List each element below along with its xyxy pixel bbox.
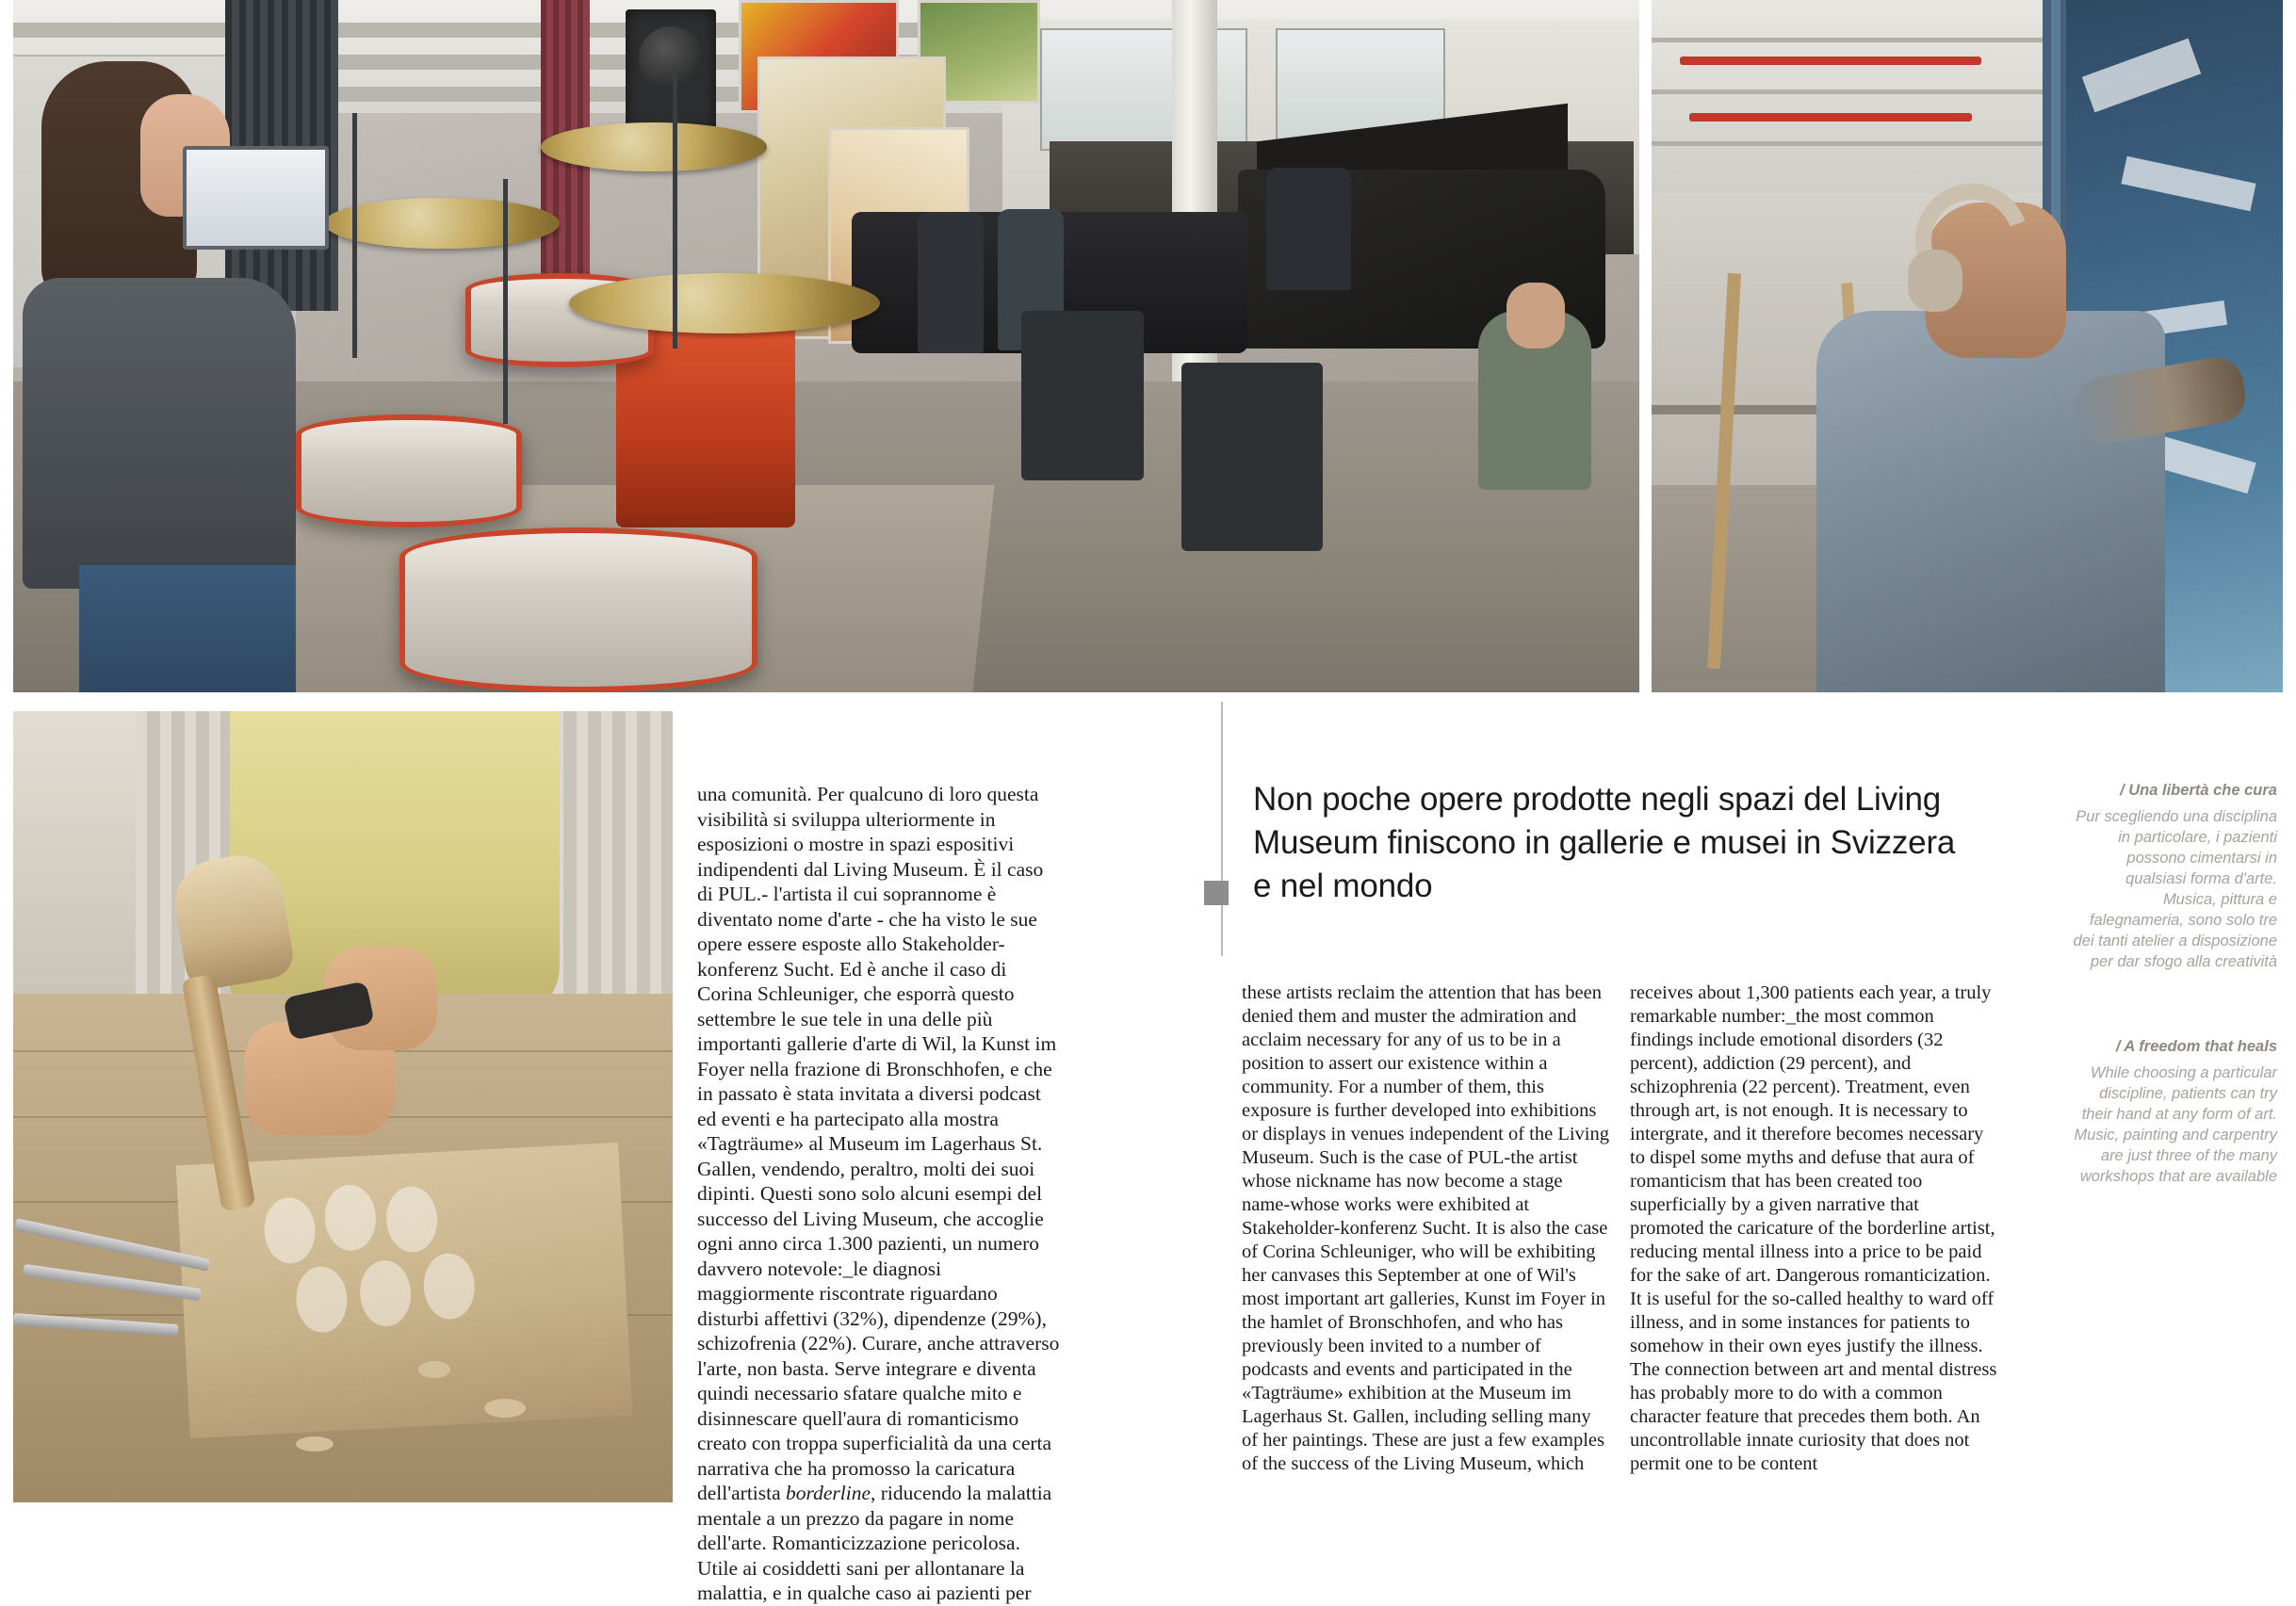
sidenote-english-text: While choosing a particular discipline, patients can try their hand at any form of art. Music, painting and carpentry are just three of the many workshops that are available — [2074, 1064, 2277, 1185]
italian-italic-term: borderline — [786, 1482, 871, 1504]
wall — [13, 711, 136, 1022]
canvas-shape — [2082, 39, 2201, 113]
speaker — [626, 9, 716, 132]
shorts — [79, 565, 296, 692]
seated-person — [918, 212, 984, 353]
sprinkler-pipe — [1680, 57, 1981, 65]
pianist — [1266, 168, 1351, 290]
italian-text-part-2: , riducendo la malattia mentale a un prezzo da pagare in nome dell'arte. Romanticizzazione pericolosa. Utile ai cosiddetti sani per allontanare la malattia, e in qualche caso ai pazienti per — [697, 1482, 1052, 1604]
wood-chip — [296, 1436, 334, 1452]
sidenote-italian-title: / Una libertà che cura — [2120, 782, 2277, 799]
wood-chip — [418, 1361, 450, 1378]
photo-row — [0, 0, 2296, 702]
photo-music-rehearsal — [13, 0, 1639, 692]
carving-detail — [384, 1185, 439, 1254]
carving-detail — [263, 1196, 318, 1265]
sidenote-english — [2072, 1036, 2277, 1187]
photo-painter-headphones — [1652, 0, 2283, 692]
snare-drum — [296, 414, 522, 527]
ride-cymbal — [569, 273, 880, 333]
photo-woodcarving — [13, 711, 673, 1502]
carving-detail — [358, 1259, 413, 1328]
hi-hat-cymbal — [324, 198, 560, 249]
painter-body — [1816, 311, 2165, 692]
laptop — [183, 146, 329, 250]
torso — [23, 278, 296, 589]
carving-detail — [422, 1252, 477, 1321]
body-column-english-2: receives about 1,300 patients each year, a truly remarkable number:_the most common findings include emotional disorders (32 percent), addiction (29 percent), and schizophrenia (22 percent). Treatment, even through art, is not enough. It is necessary to intergrate, and it therefore becomes necessary to dispel some myths and defuse that aura of romanticism that has been created too superficially by a given narrative that promoted the caricature of the borderline artist, reducing mental illness into a price to be paid for the sake of art. Dangerous romanticization. It is useful for the so-called healthy to ward off illness, and in some instances for patients to somehow in their own eyes justify the illness. The connection between art and mental distress has probably more to do with a common character feature that precedes them both. An uncontrollable innate curiosity that does not permit one to be content — [1630, 982, 1997, 1474]
italian-text-part-1: una comunità. Per qualcuno di loro questa visibilità si sviluppa ulteriormente in esposizioni o mostre in spazi espositivi indipendenti dal Living Museum. È il caso di PUL.- l'artista il cui soprannome è diventato nome d'arte - che ha visto le sue opere essere esposte allo Stakeholder-konferenz Sucht. Ed è anche il caso di Corina Schleuniger, che esporrà questo settembre le sue tele in una delle più importanti gallerie d'arte di Wil, la Kunst im Foyer nella frazione di Bronschhofen, e che in passato è stata invitata a diversi podcast ed eventi e ha partecipato alla mostra «Tagträume» al Museum im Lagerhaus St. Gallen, vendendo, peraltro, molti dei suoi dipinti. Questi sono solo alcuni esempi del successo del Living Museum, che accoglie ogni anno circa 1.300 pazienti, un numero davvero notevole:_le diagnosi maggiormente riscontrate riguardano disturbi affettivi (32%), dipendenze (29%), schizofrenia (22%). Curare, anche attraverso l'arte, non basta. Serve integrare e diventa quindi necessario sfatare qualche mito e disinnescare quell'aura di romanticismo creato con troppa superficialità da una certa narrativa che ha promosso la caricatura dell'artista — [697, 783, 1060, 1504]
mic-stand — [673, 66, 677, 349]
headphone-cup — [1908, 250, 1962, 312]
pullquote-square-marker — [1204, 881, 1229, 905]
sidenote-english-title: / A freedom that heals — [2115, 1038, 2277, 1055]
sidenote-italian-text: Pur scegliendo una disciplina in particolare, i pazienti possono cimentarsi in qualsiasi forma d'arte. Musica, pittura e falegnameria, sono solo tre dei tanti atelier a disposizione per dar sfogo alla creatività — [2073, 808, 2277, 970]
bass-drum — [399, 527, 757, 692]
drummer — [23, 42, 305, 692]
mic-stand — [503, 179, 508, 424]
canvas-shape — [2121, 156, 2255, 211]
pullquote: Non poche opere prodotte negli spazi del Living Museum finiscono in gallerie e musei in Svizzera e nel mondo — [1253, 781, 1956, 904]
singer-head — [1506, 283, 1565, 349]
sprinkler-pipe — [1689, 113, 1972, 122]
chair — [1021, 311, 1144, 480]
vertical-divider — [1221, 702, 1223, 956]
sidenote-italian — [2072, 780, 2277, 972]
carving-detail — [323, 1184, 378, 1253]
crash-cymbal — [541, 122, 767, 171]
carving-detail — [295, 1265, 350, 1334]
mic-stand — [352, 113, 357, 358]
wood-chip — [484, 1399, 526, 1418]
chair — [1181, 363, 1323, 551]
body-column-italian — [697, 782, 1063, 1606]
body-column-english-1: these artists reclaim the attention that has been denied them and muster the admiration and acclaim necessary for any of us to be in a position to assert our existence within a community. For a number of them, this exposure is further developed into exhibitions or displays in venues independent of the Living Museum. Such is the case of PUL-the artist whose nickname has now become a stage name-whose works were exhibited at Stakeholder-konferenz Sucht. It is also the case of Corina Schleuniger, who will be exhibiting her canvases this September at one of Wil's most important art galleries, Kunst im Foyer in the hamlet of Bronschhofen, and who has previously been invited to a number of podcasts and events and participated in the «Tagträume» exhibition at the Museum im Lagerhaus St. Gallen, including selling many of her paintings. These are just a few examples of the success of the Living Museum, which — [1242, 982, 1609, 1474]
